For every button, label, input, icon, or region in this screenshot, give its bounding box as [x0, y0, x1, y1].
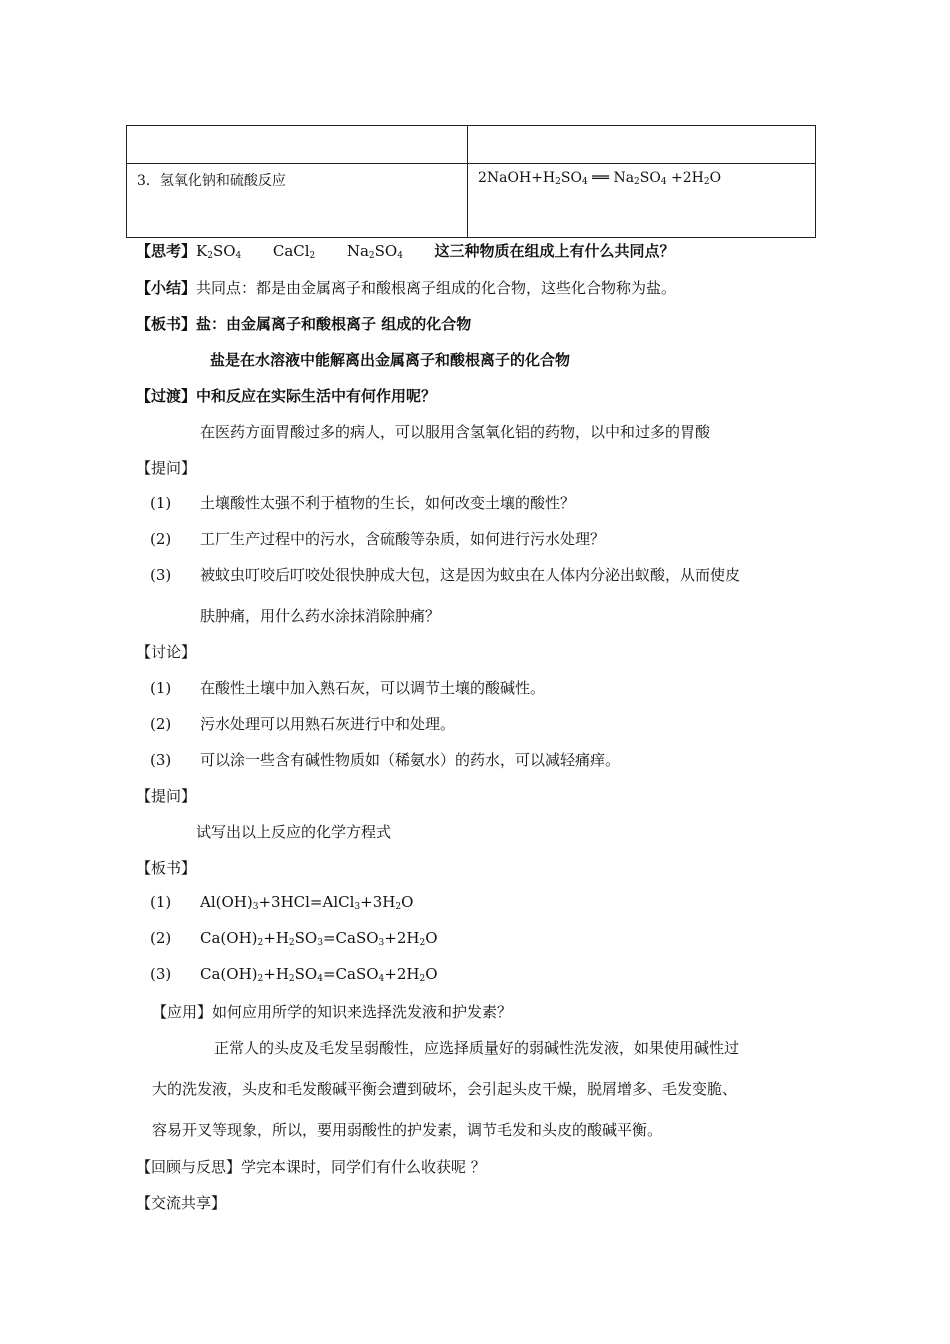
section-tag: 【板书】: [136, 315, 197, 333]
apply-paragraph-line: 正常人的头皮及毛发呈弱酸性，应选择质量好的弱碱性洗发液，如果使用碱性过: [214, 1039, 740, 1057]
table-cell: [468, 126, 816, 164]
apply-question: 如何应用所学的知识来选择洗发液和护发素？: [212, 1003, 513, 1021]
apply-paragraph-line: 大的洗发液，头皮和毛发酸碱平衡会遭到破坏，会引起头皮干燥，脱屑增多、毛发变脆、: [152, 1080, 738, 1098]
list-item: (2) 工厂生产过程中的污水，含硫酸等杂质，如何进行污水处理？: [150, 530, 606, 548]
list-item: (1) 土壤酸性太强不利于植物的生长，如何改变土壤的酸性？: [150, 494, 576, 512]
list-item: (1) 在酸性土壤中加入熟石灰，可以调节土壤的酸碱性。: [150, 679, 546, 697]
section-tag: 【小结】: [136, 279, 197, 297]
table-cell: [127, 126, 468, 164]
section-tag: 【交流共享】: [136, 1194, 227, 1212]
list-item: (3) 被蚊虫叮咬后叮咬处很快肿成大包，这是因为蚊虫在人体内分泌出蚁酸，从而使皮: [150, 566, 741, 584]
apply-paragraph-line: 容易开叉等现象，所以，要用弱酸性的护发素，调节毛发和头皮的酸碱平衡。: [152, 1121, 663, 1139]
question-text: 这三种物质在组成上有什么共同点？: [434, 242, 675, 260]
equation: (3) $Ca(OH)_2+H_2SO_4=CaSO_4+2H_2O$: [150, 965, 438, 984]
formula: $Na_2SO_4$: [346, 242, 403, 261]
think-line: [136, 240, 675, 261]
transition-line: [136, 385, 436, 406]
transition-paragraph: 在医药方面胃酸过多的病人，可以服用含氢氧化铝的药物，以中和过多的胃酸: [200, 423, 711, 441]
section-tag: 【过渡】: [136, 387, 197, 405]
transition-text: 中和反应在实际生活中有何作用呢？: [196, 387, 437, 405]
section-tag: 【思考】: [136, 242, 197, 260]
equation: (1) $Al(OH)_3+3HCl=AlCl_3+3H_2O$: [150, 893, 414, 912]
section-tag: 【提问】: [136, 787, 197, 805]
section-tag: 【讨论】: [136, 643, 197, 661]
review-line: [136, 1156, 486, 1177]
board-text: 盐：由金属离子和酸根离子 组成的化合物: [196, 315, 472, 333]
apply-line: [152, 1001, 512, 1022]
section-tag: 【提问】: [136, 459, 197, 477]
table-cell-equation: $2NaOH+H_2SO_4$ ══ $Na_2SO_4 +2H_2O$: [468, 164, 816, 238]
reaction-table: [126, 125, 816, 238]
list-item-continuation: 肤肿痛，用什么药水涂抹消除肿痛？: [200, 607, 441, 625]
ask-text: 试写出以上反应的化学方程式: [196, 823, 392, 841]
review-text: 学完本课时，同学们有什么收获呢 ？: [241, 1158, 486, 1176]
summary-line: [136, 277, 676, 298]
section-tag: 【应用】: [152, 1003, 213, 1021]
equation: (2) $Ca(OH)_2+H_2SO_3=CaSO_3+2H_2O$: [150, 929, 438, 948]
formula: $K_2SO_4$: [196, 242, 242, 261]
section-tag: 【板书】: [136, 859, 197, 877]
board-line-2: 盐是在水溶液中能解离出金属离子和酸根离子的化合物: [210, 351, 571, 369]
table-cell-reaction-name: 3．氢氧化钠和硫酸反应: [127, 164, 468, 238]
board-line-1: [136, 313, 471, 334]
formula: CaCl$_2$: [272, 242, 316, 261]
section-tag: 【回顾与反思】: [136, 1158, 242, 1176]
list-item: (2) 污水处理可以用熟石灰进行中和处理。: [150, 715, 456, 733]
summary-text: 共同点：都是由金属离子和酸根离子组成的化合物，这些化合物称为盐。: [196, 279, 677, 297]
list-item: (3) 可以涂一些含有碱性物质如（稀氨水）的药水，可以减轻痛痒。: [150, 751, 621, 769]
